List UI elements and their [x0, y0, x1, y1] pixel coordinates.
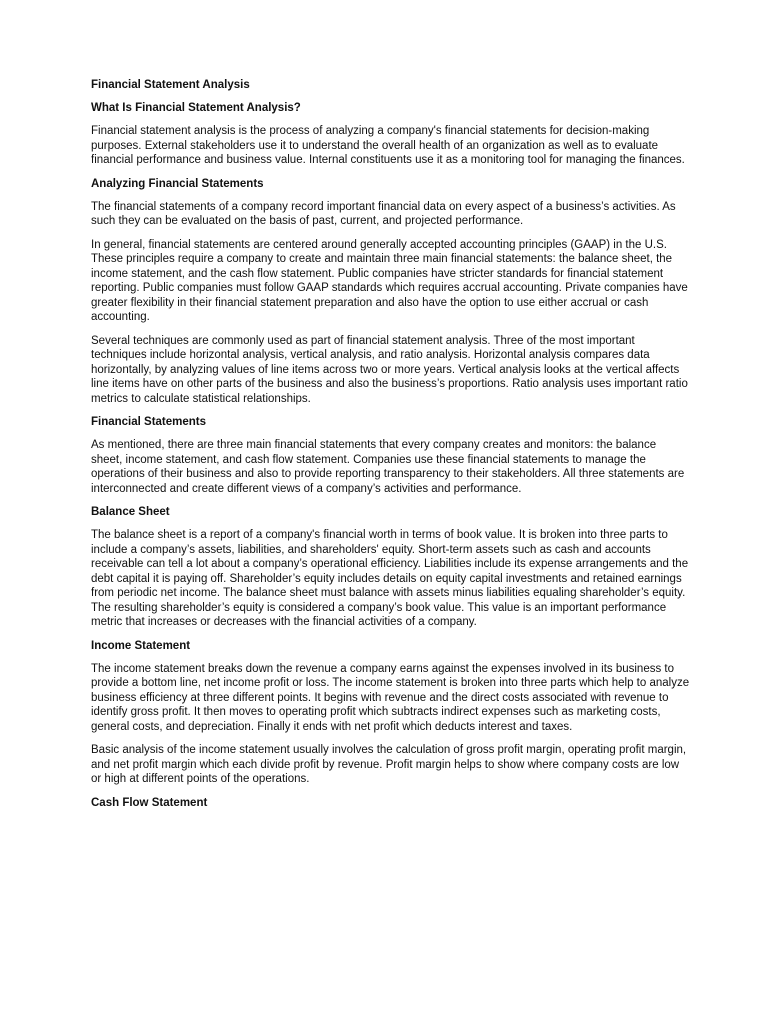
paragraph: The financial statements of a company record important financial data on every aspect of a business’s activities. As such they can be evaluated on the basis of past, current, and projected performance. — [91, 200, 676, 227]
document-title: Financial Statement Analysis — [91, 79, 250, 91]
section-heading: Analyzing Financial Statements — [91, 177, 264, 190]
section-heading: What Is Financial Statement Analysis? — [91, 102, 301, 114]
paragraph: The balance sheet is a report of a company's financial worth in terms of book value. It is broken into three parts to include a company’s assets, liabilities, and shareholders' equity. Short-term assets such as cash and accounts receivable can tell a lot about a company’s operational efficiency. Liabilities include its expense arrangements and the debt capital it is paying off. Shareholder’s equity includes details on equity capital investments and retained earnings from periodic net income. The balance sheet must balance with assets minus liabilities equaling shareholder’s equity. The resulting shareholder’s equity is considered a company’s book value. This value is an important performance metric that increases or decreases with the financial activities of a company. — [91, 529, 689, 628]
paragraph: Several techniques are commonly used as part of financial statement analysis. Three of the most important techniques include horizontal analysis, vertical analysis, and ratio analysis. Horizontal analysis compares data horizontally, by analyzing values of line items across two or more years. Vertical analysis looks at the vertical affects line items have on other parts of the business and also the business’s proportions. Ratio analysis uses important ratio metrics to calculate statistical relationships. — [91, 334, 688, 405]
paragraph: In general, financial statements are centered around generally accepted accounting principles (GAAP) in the U.S. These principles require a company to create and maintain three main financial statements: the balance sheet, the income statement, and the cash flow statement. Public companies have stricter standards for financial statement reporting. Public companies must follow GAAP standards which requires accrual accounting. Private companies have greater flexibility in their financial statement preparation and also have the option to use either accrual or cash accounting. — [91, 238, 688, 323]
section-heading: Financial Statements — [91, 416, 207, 428]
paragraph: Basic analysis of the income statement usually involves the calculation of gross profit margin, operating profit margin, and net profit margin which each divide profit by revenue. Profit margin helps to show where company costs are low or high at different points of the operations. — [91, 744, 687, 785]
paragraph: As mentioned, there are three main financial statements that every company creates and monitors: the balance sheet, income statement, and cash flow statement. Companies use these financial statements to manage the operations of their business and also to provide reporting transparency to their stakeholders. All three statements are interconnected and create different views of a company’s activities and performance. — [91, 439, 685, 495]
section-heading: Income Statement — [91, 639, 191, 652]
paragraph: Financial statement analysis is the process of analyzing a company's financial statements for decision-making purposes. External stakeholders use it to understand the overall health of an organization as well as to evaluate financial performance and business value. Internal constituents use it as a monitoring tool for managing the finances. — [91, 125, 685, 166]
section-heading: Cash Flow Statement — [91, 796, 208, 809]
section-heading: Balance Sheet — [91, 506, 170, 518]
document-body — [91, 101, 690, 810]
paragraph: The income statement breaks down the revenue a company earns against the expenses involved in its business to provide a bottom line, net income profit or loss. The income statement is broken into three parts which help to analyze business efficiency at three different points. It begins with revenue and the direct costs associated with revenue to identify gross profit. It then moves to operating profit which subtracts indirect expenses such as marketing costs, general costs, and depreciation. Finally it ends with net profit which deducts interest and taxes. — [91, 662, 690, 733]
